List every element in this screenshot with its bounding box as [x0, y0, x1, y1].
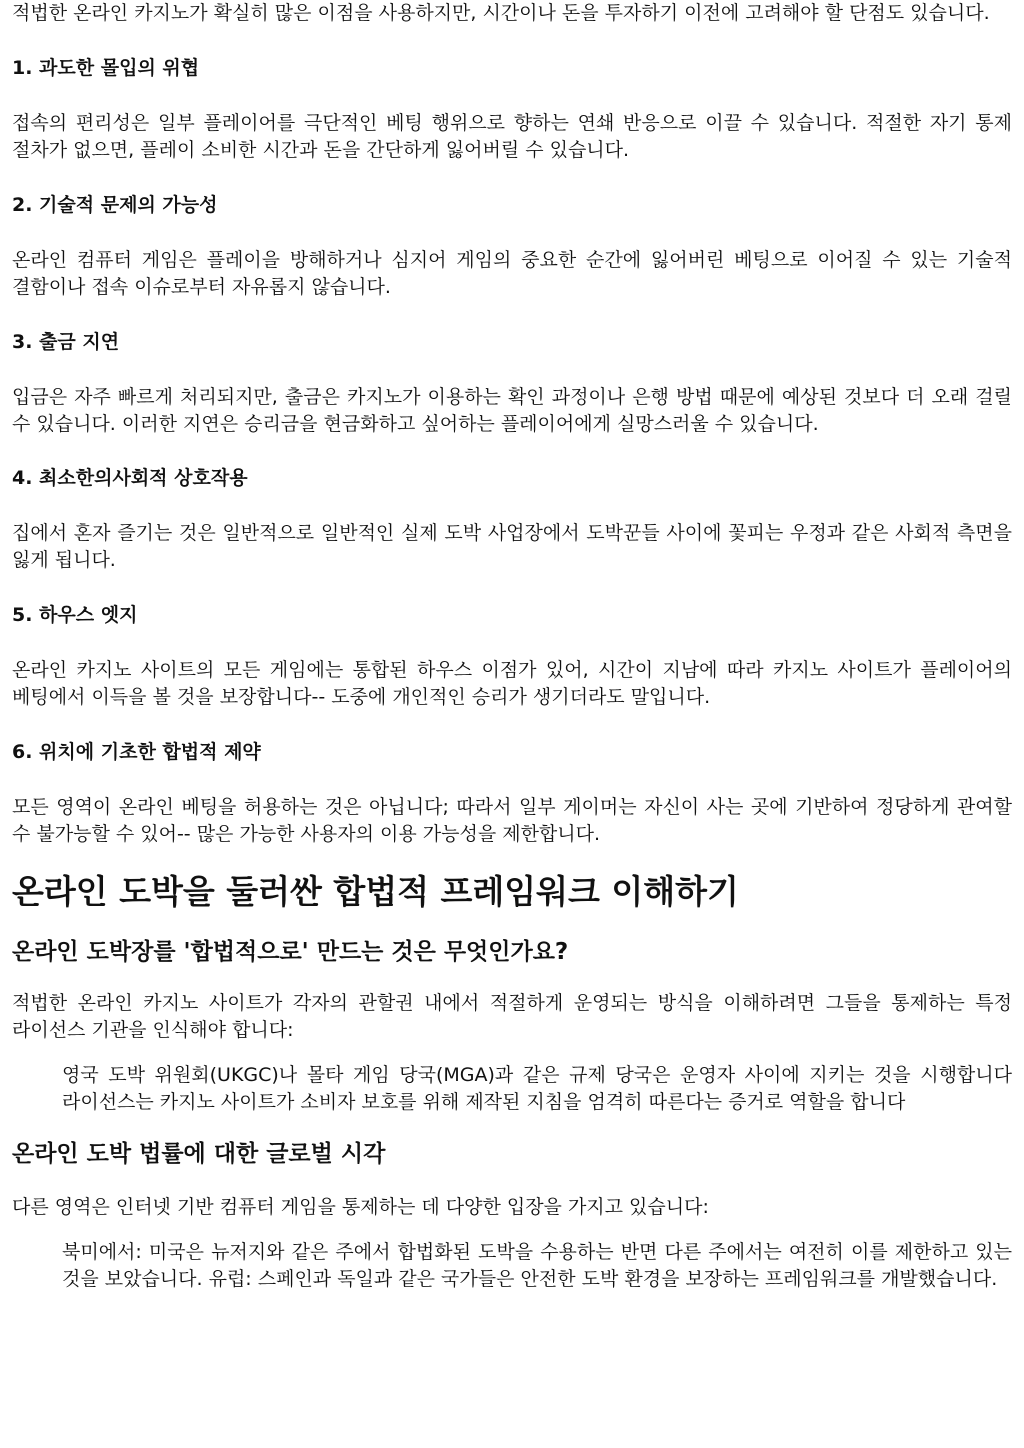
blockquote-regulators-text: 영국 도박 위원회(UKGC)나 몰타 게임 당국(MGA)과 같은 규제 당국은 운영자 사이에 지키는 것을 시행합니다 라이선스는 카지노 사이트가 소비자 보호를 위해 제작된 지침을 엄격히 따른다는 증거로 역할을 합니다 — [62, 1064, 1012, 1113]
drawback-body-6: 모든 영역이 온라인 베팅을 허용하는 것은 아닙니다; 따라서 일부 게이머는 자신이 사는 곳에 기반하여 정당하게 관여할 수 불가능할 수 있어-- 많은 가능한 사용자의 이용 가능성을 제한합니다. — [12, 796, 1012, 845]
blockquote-regions — [12, 1239, 1012, 1293]
drawback-heading-6: 6. 위치에 기초한 합법적 제약 — [12, 741, 261, 763]
drawback-heading-1: 1. 과도한 몰입의 위협 — [12, 57, 200, 79]
drawback-body-5: 온라인 카지노 사이트의 모든 게임에는 통합된 하우스 이점가 있어, 시간이 지남에 따라 카지노 사이트가 플레이어의 베팅에서 이득을 볼 것을 보장합니다-- 도중에 개인적인 승리가 생기더라도 말입니다. — [12, 659, 1012, 708]
blockquote-regulators — [12, 1062, 1012, 1116]
drawback-heading-3: 3. 출금 지연 — [12, 331, 120, 353]
drawback-body-1: 접속의 편리성은 일부 플레이어를 극단적인 베팅 행위으로 향하는 연쇄 반응으로 이끌 수 있습니다. 적절한 자기 통제 절차가 없으면, 플레이 소비한 시간과 돈을 간단하게 잃어버릴 수 있습니다. — [12, 112, 1012, 161]
blockquote-regions-text: 북미에서: 미국은 뉴저지와 같은 주에서 합법화된 도박을 수용하는 반면 다른 주에서는 여전히 이를 제한하고 있는 것을 보았습니다. 유럽: 스페인과 독일과 같은 국가들은 안전한 도박 환경을 보장하는 프레임워크를 개발했습니다. — [62, 1241, 1012, 1290]
subsection-body-legal: 적법한 온라인 카지노 사이트가 각자의 관할권 내에서 적절하게 운영되는 방식을 이해하려면 그들을 통제하는 특정 라이선스 기관을 인식해야 합니다: — [12, 992, 1012, 1041]
drawback-body-2: 온라인 컴퓨터 게임은 플레이을 방해하거나 심지어 게임의 중요한 순간에 잃어버린 베팅으로 이어질 수 있는 기술적 결함이나 접속 이슈로부터 자유롭지 않습니다. — [12, 249, 1012, 298]
drawback-body-4: 집에서 혼자 즐기는 것은 일반적으로 일반적인 실제 도박 사업장에서 도박꾼들 사이에 꽃피는 우정과 같은 사회적 측면을 잃게 됩니다. — [12, 522, 1012, 571]
drawback-heading-2: 2. 기술적 문제의 가능성 — [12, 194, 218, 216]
document-page — [12, 0, 1012, 1293]
section-title: 온라인 도박을 둘러싼 합법적 프레임워크 이해하기 — [12, 872, 739, 911]
intro-paragraph: 적법한 온라인 카지노가 확실히 많은 이점을 사용하지만, 시간이나 돈을 투자하기 이전에 고려해야 할 단점도 있습니다. — [12, 2, 990, 24]
drawback-heading-4: 4. 최소한의사회적 상호작용 — [12, 467, 248, 489]
drawback-heading-5: 5. 하우스 엣지 — [12, 604, 138, 626]
subsection-body-global: 다른 영역은 인터넷 기반 컴퓨터 게임을 통제하는 데 다양한 입장을 가지고 있습니다: — [12, 1196, 709, 1218]
drawback-body-3: 입금은 자주 빠르게 처리되지만, 출금은 카지노가 이용하는 확인 과정이나 은행 방법 때문에 예상된 것보다 더 오래 걸릴 수 있습니다. 이러한 지연은 승리금을 현금화하고 싶어하는 플레이어에게 실망스러울 수 있습니다. — [12, 386, 1012, 435]
subsection-title-legal: 온라인 도박장를 '합법적으로' 만드는 것은 무엇인가요? — [12, 939, 569, 965]
subsection-title-global: 온라인 도박 법률에 대한 글로벌 시각 — [12, 1141, 386, 1167]
